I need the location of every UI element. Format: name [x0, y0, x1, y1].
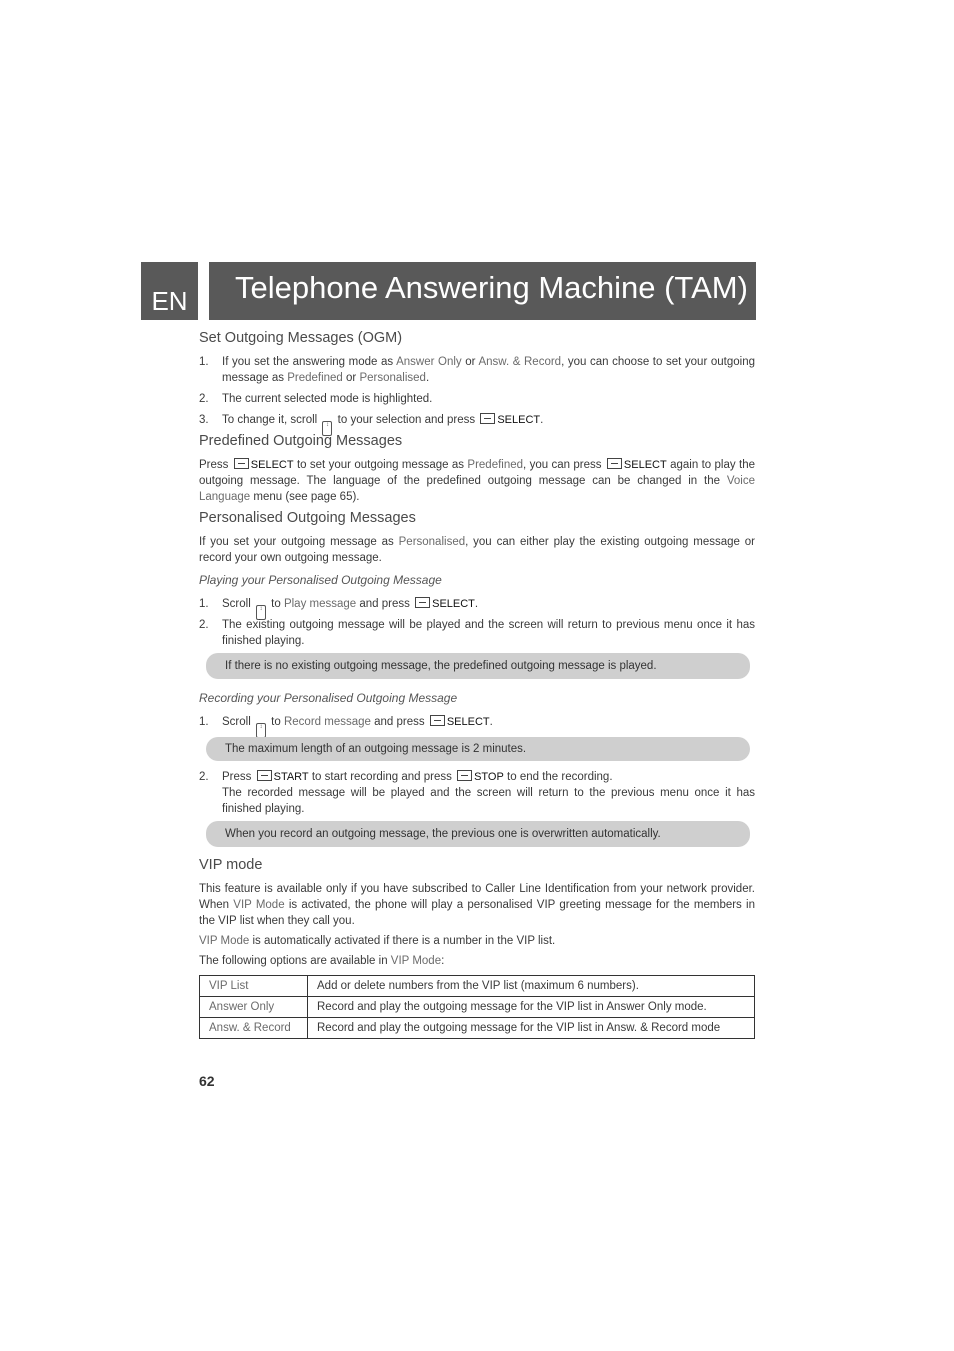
text: , you can press: [523, 459, 605, 471]
list-num: 2.: [199, 393, 209, 405]
list-text: Scroll ↕ to Play message and press SELECT.: [222, 596, 755, 620]
select-key-label: SELECT: [432, 598, 475, 610]
table-row: [200, 997, 755, 1018]
vip-heading: VIP mode: [199, 857, 263, 873]
text: This feature is available only if you have subscribed to Caller Line Identification from your network provider. When: [199, 883, 755, 911]
text: If you set the answering mode as: [222, 356, 397, 368]
record-message-option: Record message: [283, 716, 371, 728]
table-cell-option: VIP List: [200, 976, 308, 997]
vip-mode-term: VIP Mode: [199, 935, 250, 947]
text: :: [441, 955, 445, 967]
start-key-label: START: [273, 771, 309, 783]
text: to end the recording.: [507, 771, 613, 783]
list-text: [222, 354, 755, 386]
text: Scroll: [222, 598, 251, 610]
opt-personalised: Personalised: [398, 536, 466, 548]
text: to start recording and press: [311, 771, 452, 783]
select-key-label: SELECT: [497, 414, 541, 426]
stop-key-label: STOP: [474, 771, 504, 783]
text: .: [489, 716, 493, 728]
softkey-icon: [430, 715, 445, 726]
list-num: 1.: [199, 356, 209, 368]
table-cell-description: Record and play the outgoing message for the VIP list in Answer Only mode.: [308, 997, 755, 1018]
softkey-icon: [415, 597, 430, 608]
voice-language-menu: Voice Language: [199, 475, 755, 503]
text: to your selection and press: [337, 414, 476, 426]
softkey-icon: [607, 458, 622, 469]
text: .: [540, 414, 544, 426]
text: The recorded message will be played and the screen will return to the previous menu once it has finished playing.: [222, 787, 755, 815]
text: Scroll: [222, 716, 251, 728]
opt-predefined: Predefined: [287, 372, 343, 384]
text: is automatically activated if there is a number in the VIP list.: [249, 935, 556, 947]
softkey-icon: [257, 770, 272, 781]
text: If you set your outgoing message as: [199, 536, 399, 548]
predefined-heading: Predefined Outgoing Messages: [199, 433, 403, 449]
text: to: [271, 716, 281, 728]
vip-options-table: [199, 975, 755, 1039]
text: and press: [374, 716, 425, 728]
list-num: 1.: [199, 716, 209, 728]
language-tab: [141, 262, 198, 320]
select-key-label: SELECT: [623, 459, 667, 471]
softkey-icon: [480, 413, 495, 424]
text: Press: [222, 771, 252, 783]
table-cell-option: Answ. & Record: [200, 1018, 308, 1039]
vip-paragraph-1: [199, 881, 755, 929]
list-text: The existing outgoing message will be played and the screen will return to previous menu once it has finished playing.: [222, 619, 755, 647]
text: to set your outgoing message as: [293, 459, 468, 471]
table-cell-description: Add or delete numbers from the VIP list (maximum 6 numbers).: [308, 976, 755, 997]
text: again to play the outgoing message. The language of the predefined outgoing message can be changed in the: [199, 459, 755, 487]
table-row: [200, 1018, 755, 1039]
recording-subheading: Recording your Personalised Outgoing Message: [199, 691, 458, 705]
select-key-label: SELECT: [250, 459, 294, 471]
mode-answ-record: Answ. & Record: [478, 356, 562, 368]
select-key-label: SELECT: [446, 716, 490, 728]
page-title-text: Telephone Answering Machine (TAM): [235, 270, 748, 305]
language-label: EN: [151, 286, 188, 316]
list-text: The current selected mode is highlighted.: [222, 393, 433, 405]
vip-paragraph-3: [199, 953, 755, 969]
list-text: [222, 714, 755, 738]
ogm-heading: Set Outgoing Messages (OGM): [199, 330, 403, 346]
opt-personalised: Personalised: [359, 372, 426, 384]
vip-mode-term: VIP Mode: [233, 899, 285, 911]
scroll-key-icon: ↕: [322, 421, 332, 436]
predefined-paragraph: [199, 457, 755, 505]
text: menu (see page 65).: [250, 491, 360, 503]
list-num: 1.: [199, 598, 209, 610]
scroll-key-icon: ↕: [256, 723, 266, 738]
list-text: [222, 769, 755, 817]
text: is activated, the phone will play a personalised VIP greeting message for the members in the VIP list when they call you.: [199, 899, 755, 927]
softkey-icon: [234, 458, 249, 469]
personalised-paragraph: [199, 534, 755, 566]
text: The following options are available in: [199, 955, 391, 967]
table-cell-description: Record and play the outgoing message for the VIP list in Answ. & Record mode: [308, 1018, 755, 1039]
vip-paragraph-2: [199, 933, 755, 949]
list-num: 3.: [199, 414, 209, 426]
page-number: 62: [199, 1073, 215, 1089]
text: To change it, scroll: [222, 414, 318, 426]
note-no-existing-message: If there is no existing outgoing message, the predefined outgoing message is played.: [206, 653, 750, 679]
scroll-key-icon: ↕: [256, 605, 266, 620]
opt-predefined: Predefined: [467, 459, 524, 471]
list-num: 2.: [199, 771, 209, 783]
text: .: [425, 372, 430, 384]
personalised-heading: Personalised Outgoing Messages: [199, 510, 416, 526]
page-title: [209, 262, 756, 320]
note-overwritten: When you record an outgoing message, the previous one is overwritten automatically.: [206, 821, 750, 847]
text: , you can choose to set your outgoing message as: [222, 356, 756, 384]
softkey-icon: [457, 770, 472, 781]
playing-subheading: Playing your Personalised Outgoing Message: [199, 573, 442, 587]
vip-mode-term: VIP Mode: [390, 955, 442, 967]
text: and press: [359, 598, 410, 610]
text: or: [342, 372, 360, 384]
text: .: [474, 598, 479, 610]
list-num: 2.: [199, 619, 209, 631]
play-message-option: Play message: [283, 598, 357, 610]
text: or: [461, 356, 479, 368]
table-row: [200, 976, 755, 997]
table-cell-option: Answer Only: [200, 997, 308, 1018]
note-max-length: The maximum length of an outgoing message is 2 minutes.: [206, 737, 750, 761]
text: , you can either play the existing outgoing message or record your own outgoing message.: [199, 536, 756, 564]
text: Press: [199, 459, 229, 471]
mode-answer-only: Answer Only: [396, 356, 462, 368]
